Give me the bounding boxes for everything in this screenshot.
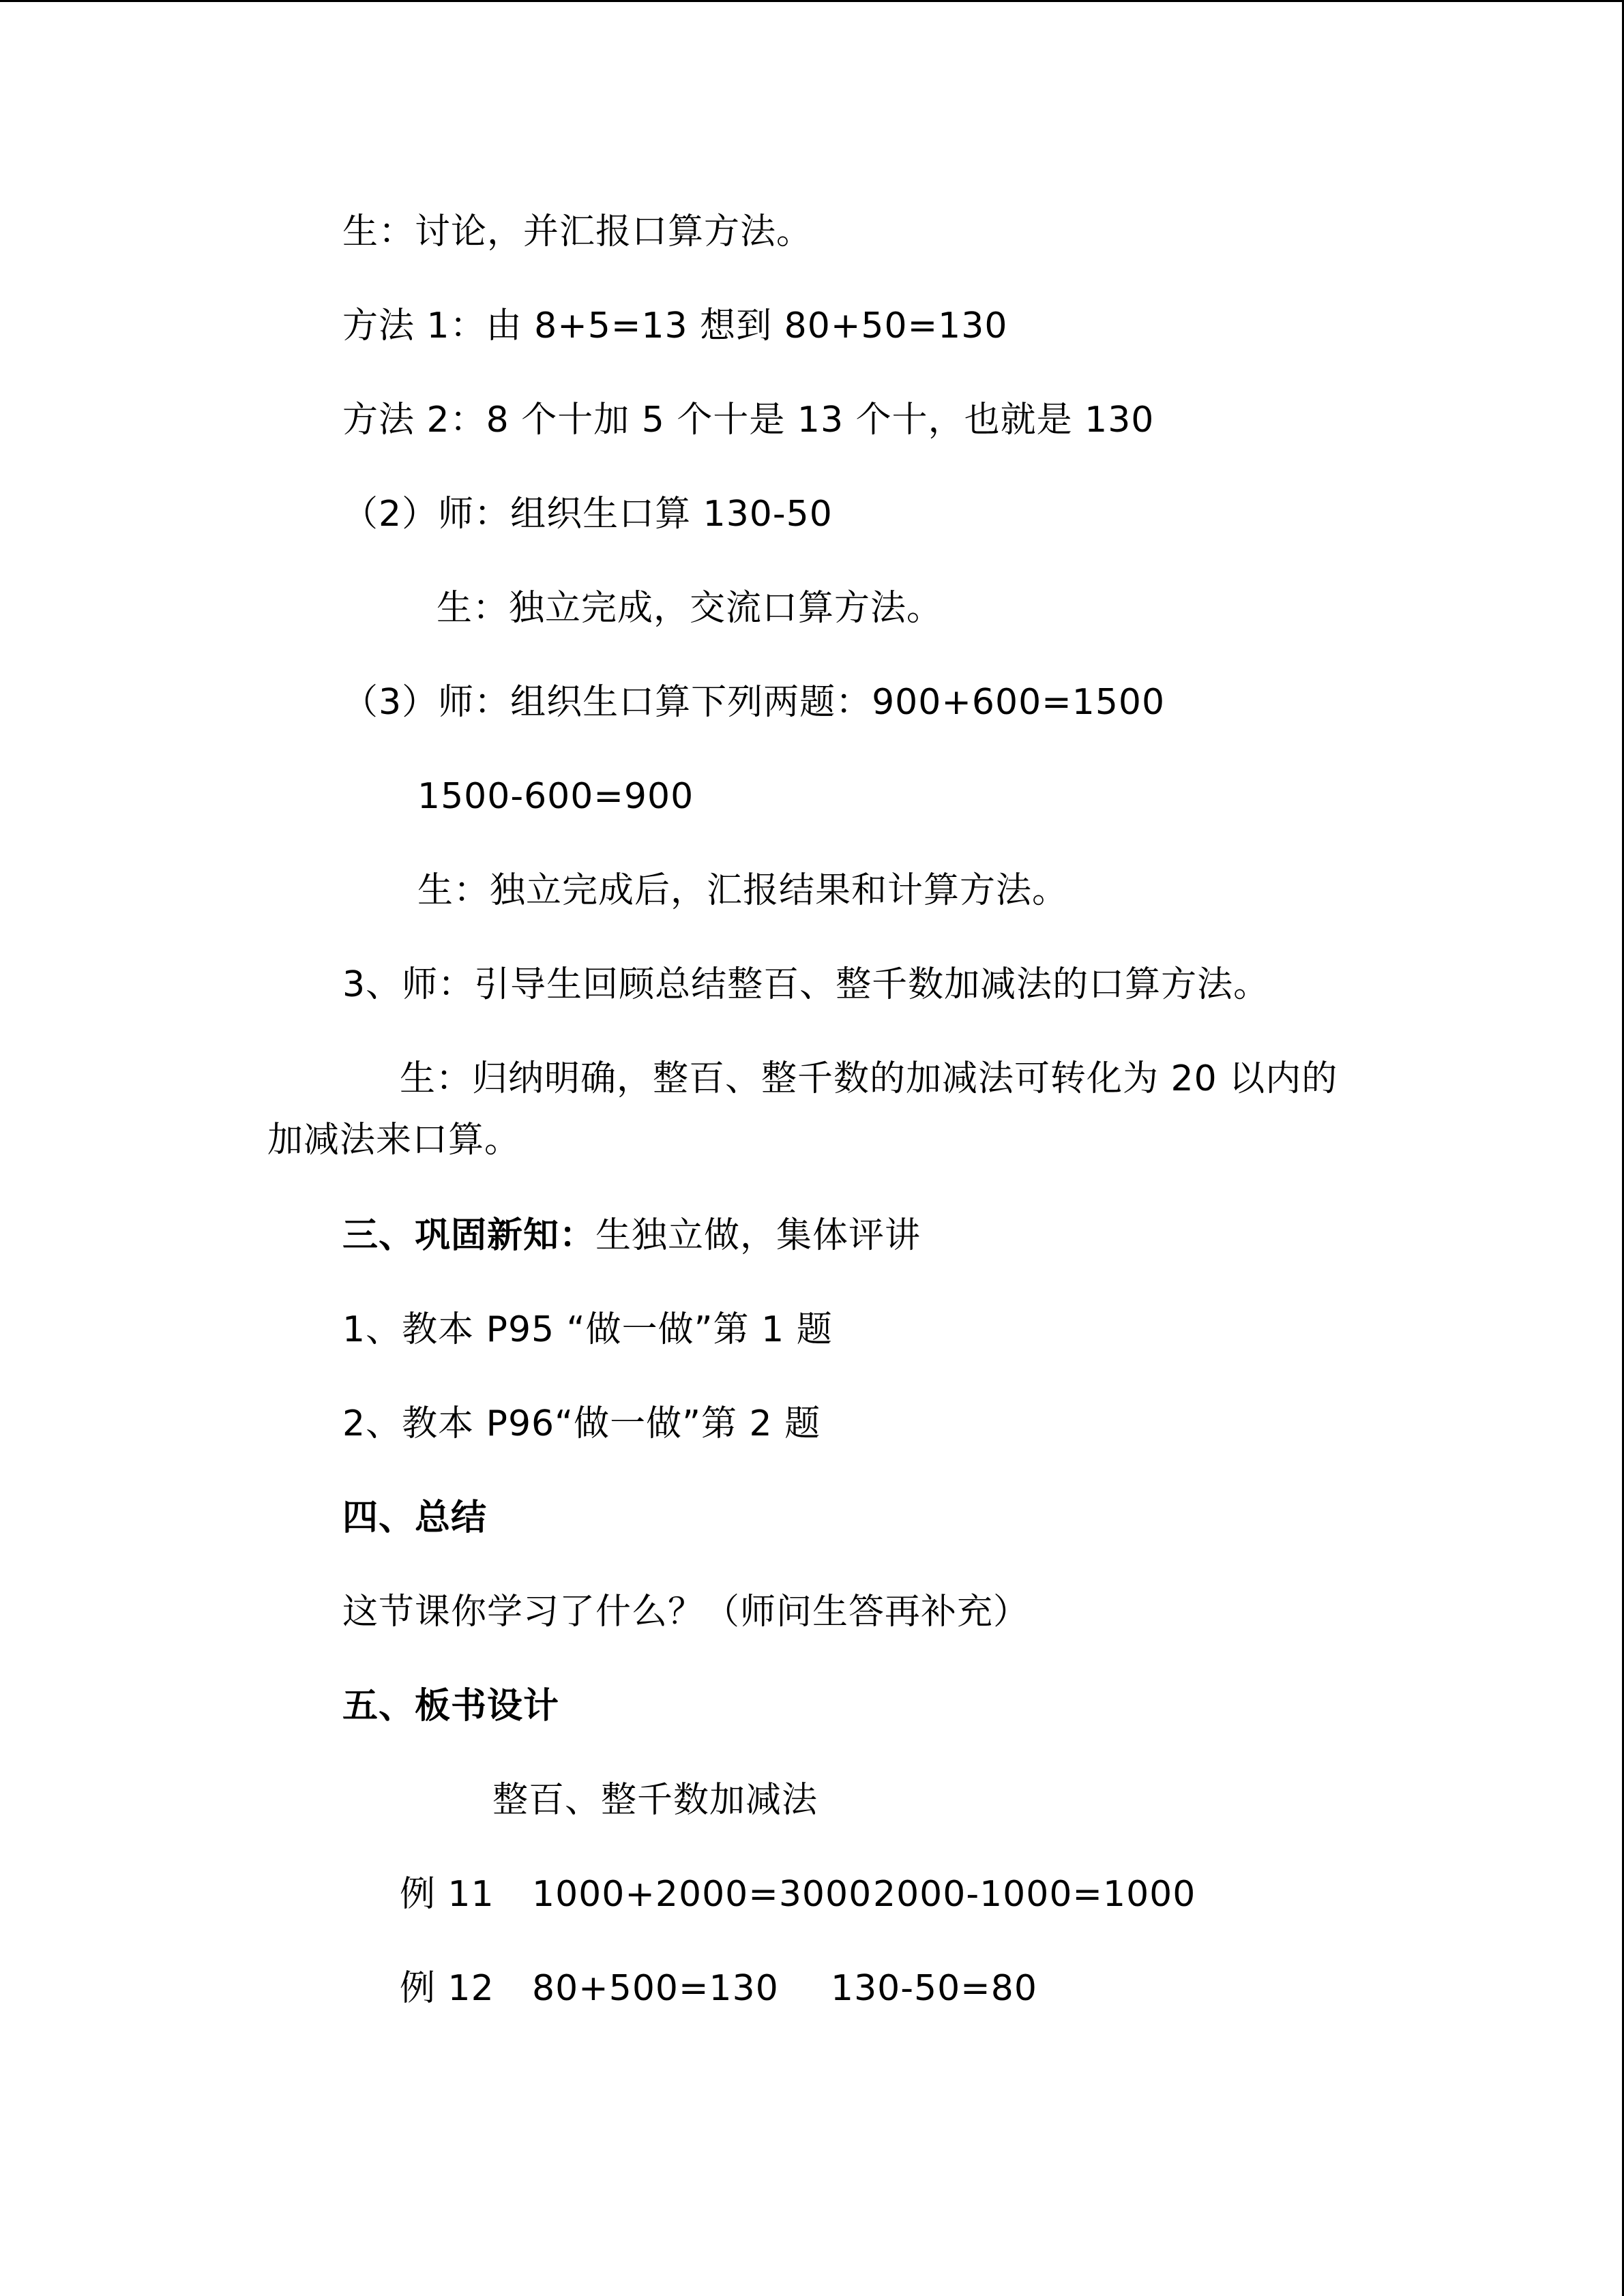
board-row-example-11 [400, 1873, 1218, 1916]
text-line-discussion: 生：讨论，并汇报口算方法。 [342, 211, 813, 252]
text-line-question: 这节课你学习了什么？（师问生答再补充） [342, 1592, 1030, 1632]
board-example-label: 例 12 [400, 1968, 494, 2009]
section-heading-consolidate [342, 1214, 921, 1257]
board-example-label: 例 11 [400, 1874, 494, 1915]
text-line-step-3: （3）师：组织生口算下列两题：900+600=1500 [342, 682, 1166, 723]
text-line-step-2: （2）师：组织生口算 130-50 [342, 494, 833, 535]
text-line-summary-a: 生：归纳明确，整百、整千数的加减法可转化为 20 以内的 [400, 1058, 1338, 1099]
section-heading-summary: 四、总结 [342, 1497, 488, 1538]
board-equation: 130-50=80 [831, 1968, 1037, 2009]
section-title-consolidate: 三、巩固新知： [342, 1215, 596, 1256]
text-line-method-2: 方法 2：8 个十加 5 个十是 13 个十，也就是 130 [342, 400, 1155, 441]
board-row-example-12 [400, 1967, 1218, 2010]
text-line-review: 3、师：引导生回顾总结整百、整千数加减法的口算方法。 [342, 964, 1270, 1005]
section-desc-consolidate: 生独立做，集体评讲 [595, 1215, 921, 1256]
text-line-report: 生：独立完成后，汇报结果和计算方法。 [417, 870, 1069, 911]
text-line-exercise-1: 1、教本 P95 “做一做”第 1 题 [342, 1309, 833, 1350]
board-equation: 1000+2000=3000 [532, 1874, 872, 1915]
board-equation: 2000-1000=1000 [873, 1874, 1196, 1915]
section-heading-board: 五、板书设计 [342, 1686, 560, 1727]
text-line-method-1: 方法 1：由 8+5=13 想到 80+50=130 [342, 305, 1008, 346]
board-title: 整百、整千数加减法 [492, 1780, 818, 1821]
text-line-summary-b: 加减法来口算。 [267, 1120, 521, 1161]
board-equation: 80+500=130 [532, 1968, 779, 2009]
text-line-independent: 生：独立完成，交流口算方法。 [437, 588, 943, 629]
text-line-exercise-2: 2、教本 P96“做一做”第 2 题 [342, 1403, 821, 1444]
page-border-top [0, 0, 1624, 2]
text-line-equation: 1500-600=900 [417, 776, 694, 817]
